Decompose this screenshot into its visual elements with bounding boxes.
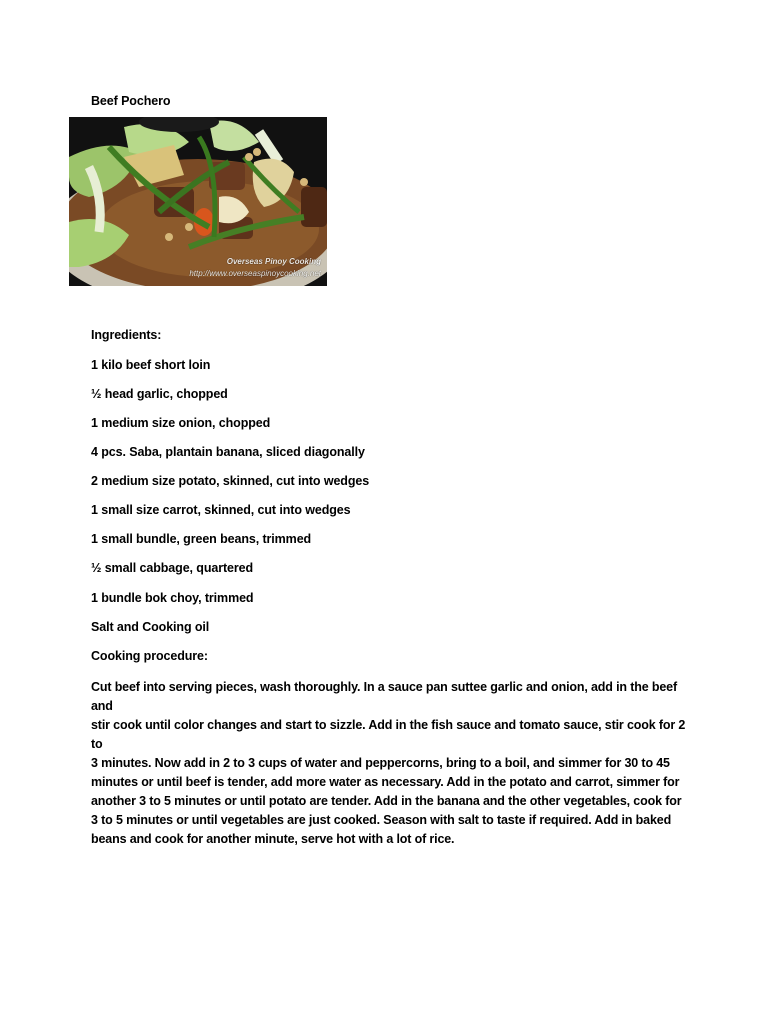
procedure-line: beans and cook for another minute, serve hot with a lot of rice.	[91, 832, 455, 846]
ingredient-item: 1 small size carrot, skinned, cut into wedges	[91, 503, 351, 517]
ingredient-item: 4 pcs. Saba, plantain banana, sliced diagonally	[91, 445, 365, 459]
procedure-heading: Cooking procedure:	[91, 649, 208, 663]
ingredient-item: 2 medium size potato, skinned, cut into wedges	[91, 474, 370, 488]
ingredient-item: 1 medium size onion, chopped	[91, 416, 271, 430]
procedure-line: minutes or until beef is tender, add more water as necessary. Add in the potato and carrot, simmer for	[91, 775, 680, 789]
procedure-line: 3 to 5 minutes or until vegetables are just cooked. Season with salt to taste if required. Add in baked	[91, 813, 672, 827]
procedure-line: stir cook until color changes and start to sizzle. Add in the fish sauce and tomato sauce, stir cook for 2 to	[91, 718, 686, 751]
ingredient-item: ½ head garlic, chopped	[91, 387, 228, 401]
ingredient-item: 1 small bundle, green beans, trimmed	[91, 532, 312, 546]
ingredients-heading: Ingredients:	[91, 328, 162, 342]
recipe-title: Beef Pochero	[91, 94, 171, 108]
procedure-line: another 3 to 5 minutes or until potato are tender. Add in the banana and the other vegetables, cook for	[91, 794, 682, 808]
ingredient-item: Salt and Cooking oil	[91, 620, 210, 634]
photo-watermark-url: http://www.overseaspinoycooking.net	[189, 269, 321, 278]
procedure-paragraph	[91, 678, 691, 849]
ingredient-item: ½ small cabbage, quartered	[91, 561, 254, 575]
recipe-photo	[69, 117, 327, 286]
procedure-line: 3 minutes. Now add in 2 to 3 cups of water and peppercorns, bring to a boil, and simmer for 30 to 45	[91, 756, 670, 770]
ingredient-item: 1 kilo beef short loin	[91, 358, 211, 372]
photo-watermark-title: Overseas Pinoy Cooking	[226, 257, 321, 266]
ingredient-item: 1 bundle bok choy, trimmed	[91, 591, 254, 605]
procedure-line: Cut beef into serving pieces, wash thoroughly. In a sauce pan suttee garlic and onion, add in the beef and	[91, 680, 677, 713]
